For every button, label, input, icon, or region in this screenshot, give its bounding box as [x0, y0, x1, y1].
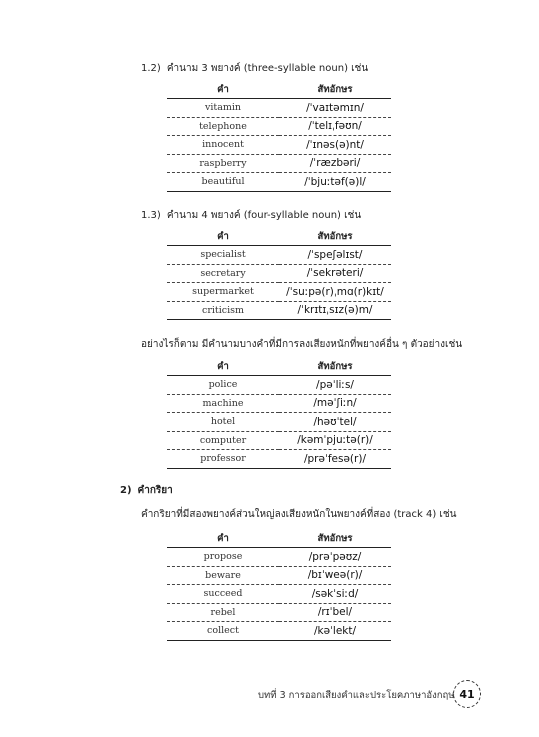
ipa-cell: /rɪˈbel/: [279, 603, 391, 622]
table-row: [167, 264, 391, 283]
column-header-word: คำ: [167, 530, 279, 548]
table-row: [167, 154, 391, 173]
word-cell: rebel: [167, 603, 279, 622]
word-cell: collect: [167, 622, 279, 641]
table-row: [167, 246, 391, 265]
page-number: 41: [459, 687, 475, 701]
table-row: [167, 413, 391, 432]
ipa-cell: /kəˈlekt/: [279, 622, 391, 641]
ipa-cell: /ˈsuːpə(r)ˌmɑ(r)kɪt/: [279, 283, 391, 302]
table-header-row: [167, 530, 391, 548]
table-row: [167, 548, 391, 567]
table-row: [167, 117, 391, 136]
chapter-footer-title: บทที่ 3 การออกเสียงคำและประโยคภาษาอังกฤษ: [258, 690, 455, 701]
section-2-intro: คำกริยาที่มีสองพยางค์ส่วนใหญ่ลงเสียงหนักในพยางค์ที่สอง (track 4) เช่น: [141, 509, 457, 520]
word-cell: propose: [167, 548, 279, 567]
page-number-badge: [453, 680, 481, 708]
exceptions-intro: อย่างไรก็ตาม มีคำนามบางคำที่มีการลงเสียงหนักที่พยางค์อื่น ๆ ตัวอย่างเช่น: [141, 339, 463, 350]
ipa-cell: /səkˈsiːd/: [279, 585, 391, 604]
ipa-cell: /bɪˈweə(r)/: [279, 566, 391, 585]
word-cell: raspberry: [167, 154, 279, 173]
table-row: [167, 376, 391, 395]
ipa-cell: /həʊˈtel/: [279, 413, 391, 432]
table-header-row: [167, 81, 391, 99]
column-header-word: คำ: [167, 81, 279, 99]
table-row: [167, 431, 391, 450]
table-row: [167, 394, 391, 413]
ipa-cell: /ˈvaɪtəmɪn/: [279, 99, 391, 118]
section-number: 1.3): [141, 210, 161, 221]
ipa-cell: /ˈræzbəri/: [279, 154, 391, 173]
table-row: [167, 136, 391, 155]
table-row: [167, 301, 391, 320]
table-row: [167, 585, 391, 604]
section-title: คำกริยา: [137, 485, 173, 496]
column-header-ipa: สัทอักษร: [279, 228, 391, 246]
ipa-cell: /kəmˈpjuːtə(r)/: [279, 431, 391, 450]
column-header-word: คำ: [167, 358, 279, 376]
ipa-cell: /prəˈfesə(r)/: [279, 450, 391, 469]
ipa-cell: /prəˈpəʊz/: [279, 548, 391, 567]
word-cell: specialist: [167, 246, 279, 265]
ipa-cell: /ˈkrɪtɪˌsɪz(ə)m/: [279, 301, 391, 320]
ipa-cell: /ˈspeʃəlɪst/: [279, 246, 391, 265]
ipa-cell: /ˈɪnəs(ə)nt/: [279, 136, 391, 155]
table-row: [167, 173, 391, 192]
table-row: [167, 566, 391, 585]
exception-noun-table: [167, 358, 391, 469]
word-cell: computer: [167, 431, 279, 450]
word-cell: beautiful: [167, 173, 279, 192]
section-title: คำนาม 4 พยางค์ (four-syllable noun) เช่น: [166, 210, 362, 221]
four-syllable-noun-table: [167, 228, 391, 320]
ipa-cell: /ˈbjuːtəf(ə)l/: [279, 173, 391, 192]
section-title: คำนาม 3 พยางค์ (three-syllable noun) เช่น: [166, 63, 369, 74]
ipa-cell: /məˈʃiːn/: [279, 394, 391, 413]
column-header-ipa: สัทอักษร: [279, 530, 391, 548]
column-header-ipa: สัทอักษร: [279, 358, 391, 376]
ipa-cell: /pəˈliːs/: [279, 376, 391, 395]
three-syllable-noun-table: [167, 81, 391, 192]
word-cell: criticism: [167, 301, 279, 320]
word-cell: secretary: [167, 264, 279, 283]
section-number: 2): [120, 485, 132, 496]
table-row: [167, 99, 391, 118]
section-number: 1.2): [141, 63, 161, 74]
column-header-ipa: สัทอักษร: [279, 81, 391, 99]
word-cell: supermarket: [167, 283, 279, 302]
section-2-heading: [120, 483, 173, 498]
word-cell: hotel: [167, 413, 279, 432]
word-cell: innocent: [167, 136, 279, 155]
table-row: [167, 450, 391, 469]
ipa-cell: /ˈsekrəteri/: [279, 264, 391, 283]
table-row: [167, 622, 391, 641]
word-cell: beware: [167, 566, 279, 585]
word-cell: professor: [167, 450, 279, 469]
word-cell: vitamin: [167, 99, 279, 118]
word-cell: machine: [167, 394, 279, 413]
verb-table: [167, 530, 391, 641]
section-1-3-heading: [141, 208, 361, 223]
section-1-2-heading: [141, 61, 368, 76]
table-header-row: [167, 228, 391, 246]
table-header-row: [167, 358, 391, 376]
word-cell: police: [167, 376, 279, 395]
column-header-word: คำ: [167, 228, 279, 246]
ipa-cell: /ˈtelɪˌfəʊn/: [279, 117, 391, 136]
word-cell: telephone: [167, 117, 279, 136]
table-row: [167, 283, 391, 302]
table-row: [167, 603, 391, 622]
word-cell: succeed: [167, 585, 279, 604]
